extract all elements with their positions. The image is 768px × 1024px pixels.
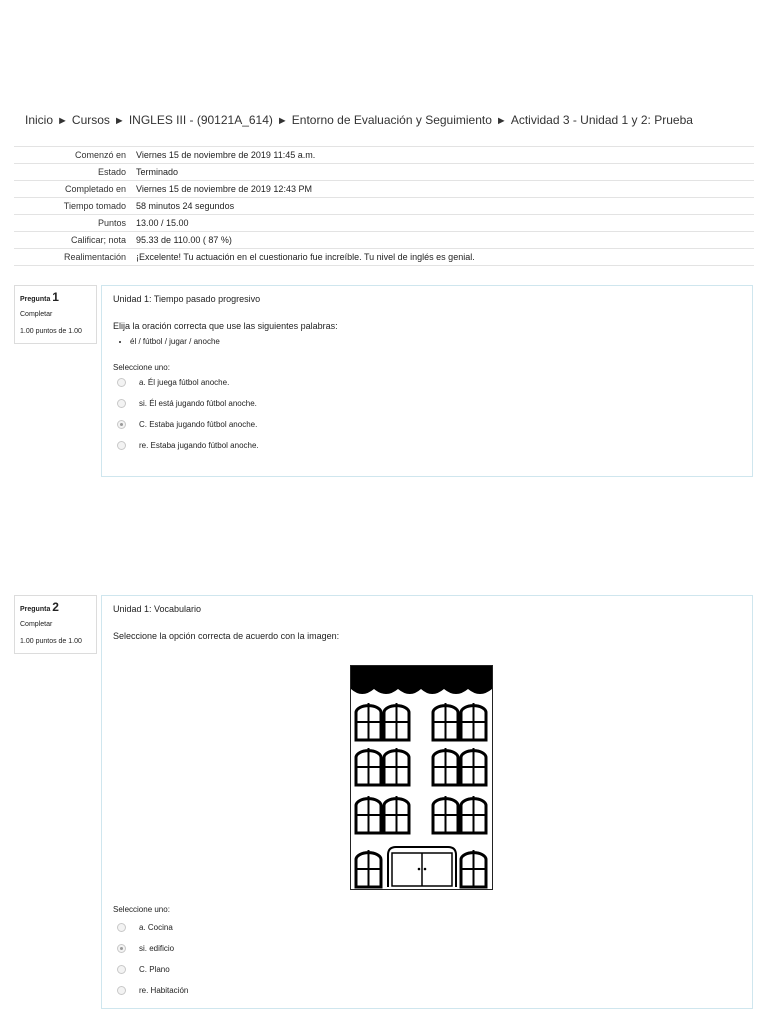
answer-label[interactable]: re. Habitación (139, 986, 189, 995)
radio-button[interactable] (117, 399, 126, 408)
summary-value: 13.00 / 15.00 (136, 215, 754, 232)
breadcrumb-section-link[interactable]: Entorno de Evaluación y Seguimiento (291, 113, 492, 127)
question-state: Completar (20, 311, 53, 319)
select-one-prompt: Seleccione uno: (113, 363, 170, 372)
radio-button[interactable] (117, 923, 126, 932)
answer-option[interactable] (113, 372, 741, 393)
breadcrumb-home-link[interactable]: Inicio (25, 113, 54, 127)
list-item: • él / fútbol / jugar / anoche (130, 337, 741, 346)
breadcrumb-separator: ► (57, 115, 68, 127)
breadcrumb-courses-link[interactable]: Cursos (71, 113, 110, 127)
radio-button[interactable] (117, 944, 126, 953)
summary-value: Viernes 15 de noviembre de 2019 11:45 a.m. (136, 147, 754, 164)
breadcrumb-separator: ► (113, 115, 125, 127)
question-marks: 1.00 puntos de 1.00 (20, 327, 82, 335)
summary-label: Puntos (14, 215, 136, 232)
question-1-content (101, 285, 753, 477)
summary-label: Tiempo tomado (14, 198, 136, 215)
summary-row-started (14, 147, 754, 164)
breadcrumb-separator: ► (495, 115, 507, 127)
building-image (350, 665, 493, 890)
building-door (388, 847, 456, 887)
summary-value: Viernes 15 de noviembre de 2019 12:43 PM (136, 181, 754, 198)
breadcrumb-course-link[interactable]: INGLES III - (90121A_614) (128, 113, 273, 127)
summary-label: Comenzó en (14, 147, 136, 164)
question-label: Pregunta (20, 606, 51, 613)
answer-option[interactable] (113, 435, 741, 456)
summary-row-state (14, 164, 754, 181)
summary-label: Realimentación (14, 249, 136, 266)
radio-button[interactable] (117, 965, 126, 974)
answer-label[interactable]: a. Cocina (139, 923, 173, 932)
summary-label: Completado en (14, 181, 136, 198)
question-marks: 1.00 puntos de 1.00 (20, 637, 82, 645)
answer-option[interactable] (113, 938, 741, 959)
question-word-list (113, 337, 741, 346)
radio-button[interactable] (117, 378, 126, 387)
question-number (20, 289, 92, 306)
breadcrumb-activity-link[interactable]: Actividad 3 - Unidad 1 y 2: Prueba (510, 113, 693, 127)
summary-row-time-taken (14, 198, 754, 215)
summary-label: Estado (14, 164, 136, 181)
breadcrumb-separator: ► (276, 115, 288, 127)
summary-value: 58 minutos 24 segundos (136, 198, 754, 215)
breadcrumb (25, 113, 693, 127)
question-2-content (101, 595, 753, 1009)
radio-button[interactable] (117, 420, 126, 429)
answer-section (113, 905, 741, 1001)
answer-label[interactable]: si. Él está jugando fútbol anoche. (139, 399, 257, 408)
summary-row-grade (14, 232, 754, 249)
question-number (20, 599, 92, 616)
question-2-info-box (14, 595, 97, 654)
answer-option[interactable] (113, 414, 741, 435)
answer-option[interactable] (113, 393, 741, 414)
summary-label: Calificar; nota (14, 232, 136, 249)
question-number-value: 1 (52, 290, 59, 304)
question-title: Unidad 1: Tiempo pasado progresivo (113, 294, 261, 304)
attempt-summary-table (14, 146, 754, 266)
question-text: Elija la oración correcta que use las siguientes palabras: (113, 321, 338, 331)
question-1-info-box (14, 285, 97, 344)
summary-value: ¡Excelente! Tu actuación en el cuestionario fue increíble. Tu nivel de inglés es genial. (136, 249, 754, 266)
summary-row-feedback (14, 249, 754, 266)
question-title: Unidad 1: Vocabulario (113, 604, 202, 614)
answer-label[interactable]: C. Plano (139, 965, 170, 974)
answer-label[interactable]: a. Él juega fútbol anoche. (139, 378, 230, 387)
answer-label[interactable]: C. Estaba jugando fútbol anoche. (139, 420, 258, 429)
summary-row-marks (14, 215, 754, 232)
answer-option[interactable] (113, 959, 741, 980)
question-label: Pregunta (20, 296, 51, 303)
answer-label[interactable]: re. Estaba jugando fútbol anoche. (139, 441, 259, 450)
summary-value: 95.33 de 110.00 ( 87 %) (136, 232, 754, 249)
radio-button[interactable] (117, 986, 126, 995)
answer-option[interactable] (113, 980, 741, 1001)
question-state: Completar (20, 621, 53, 629)
answer-label[interactable]: si. edificio (139, 944, 175, 953)
summary-value: Terminado (136, 164, 754, 181)
radio-button[interactable] (117, 441, 126, 450)
select-one-prompt: Seleccione uno: (113, 905, 170, 914)
question-text: Seleccione la opción correcta de acuerdo con la imagen: (113, 631, 340, 641)
summary-row-completed (14, 181, 754, 198)
question-number-value: 2 (52, 600, 59, 614)
answer-option[interactable] (113, 917, 741, 938)
